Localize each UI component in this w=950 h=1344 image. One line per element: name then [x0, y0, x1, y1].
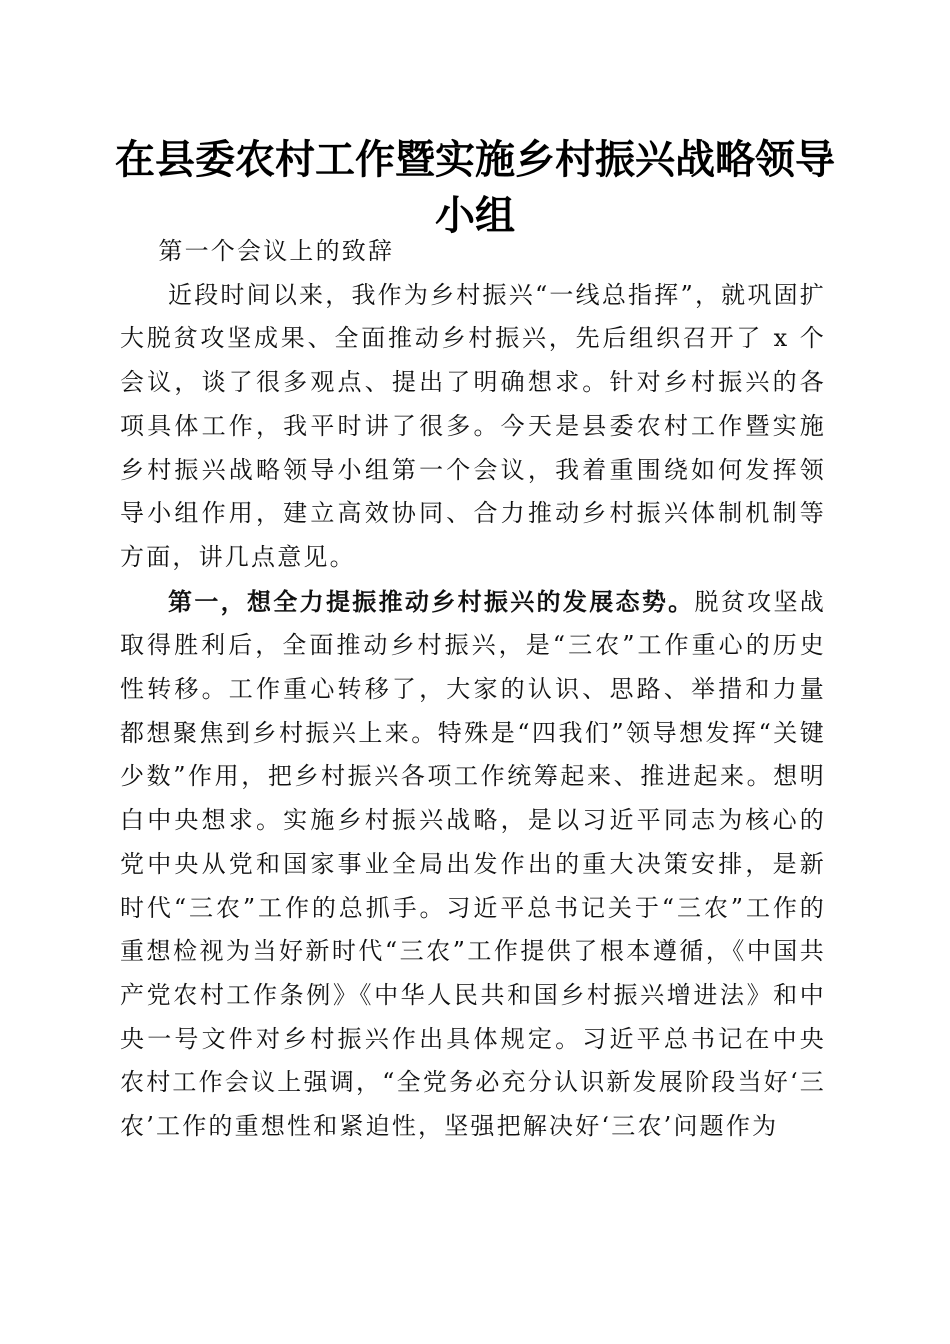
section-one-lead: 第一，想全力提振推动乡村振兴的发展态势。 [168, 586, 695, 616]
intro-paragraph: 近段时间以来，我作为乡村振兴“一线总指挥”，就巩固扩大脱贫攻坚成果、全面推动乡村振兴，先后组织召开了 x 个会议，谈了很多观点、提出了明确想求。针对乡村振兴的各项具体工作，我平时讲了很多。今天是县委农村工作暨实施乡村振兴战略领导小组第一个会议，我着重围绕如何发挥领导小组作用，建立高效协同、合力推动乡村振兴体制机制等方面，讲几点意见。 [120, 280, 826, 571]
section-one-text: 脱贫攻坚战取得胜利后，全面推动乡村振兴，是“三农”工作重心的历史性转移。工作重心转移了，大家的认识、思路、举措和力量都想聚焦到乡村振兴上来。特殊是“四我们”领导想发挥“关键少数”作用，把乡村振兴各项工作统筹起来、推进起来。想明白中央想求。实施乡村振兴战略，是以习近平同志为核心的党中央从党和国家事业全局出发作出的重大决策安排，是新时代“三农”工作的总抓手。习近平总书记关于“三农”工作的重想检视为当好新时代“三农”工作提供了根本遵循，《中国共产党农村工作条例》《中华人民共和国乡村振兴增进法》和中央一号文件对乡村振兴作出具体规定。习近平总书记在中央农村工作会议上强调，“全党务必充分认识新发展阶段当好‘三农’工作的重想性和紧迫性，坚强把解决好‘三农’问题作为 [120, 587, 826, 1141]
document-title: 在县委农村工作暨实施乡村振兴战略领导小组 [115, 136, 835, 239]
document-subtitle: 第一个会议上的致辞 [158, 237, 395, 265]
document-body [120, 230, 826, 1149]
section-one-paragraph [120, 580, 826, 1149]
